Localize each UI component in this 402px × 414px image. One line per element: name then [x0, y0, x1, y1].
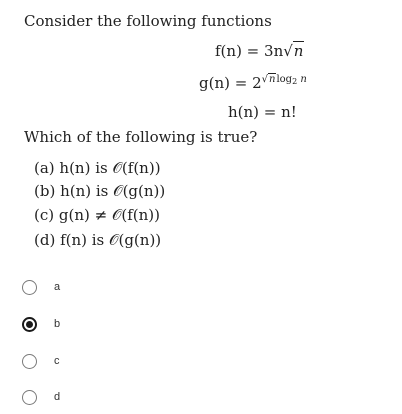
answer-option-b[interactable] [22, 313, 60, 335]
question-intro: Consider the following functions [24, 12, 272, 30]
formula-g-log: log [276, 74, 293, 85]
formula-g-log-arg: n [297, 74, 307, 85]
formula-f-lhs: f(n) = 3n [215, 42, 284, 60]
statement-c: (c) g(n) ≠ 𝒪(f(n)) [34, 206, 161, 224]
radio-button-b[interactable] [22, 317, 37, 332]
question-prompt: Which of the following is true? [24, 128, 258, 146]
answer-label-b[interactable]: b [54, 318, 61, 330]
radio-button-c[interactable] [22, 354, 37, 369]
formula-g-exponent [262, 74, 307, 85]
formula-f [215, 42, 402, 60]
answer-label-c[interactable]: c [54, 355, 60, 367]
sqrt-symbol: √n [261, 74, 276, 85]
formula-g-radicand: n [269, 74, 276, 85]
statement-b: (b) h(n) is 𝒪(g(n)) [34, 182, 166, 200]
answer-label-d[interactable]: d [54, 391, 61, 403]
radio-button-d[interactable] [22, 390, 37, 405]
formula-g-log-base: 2 [292, 77, 298, 86]
formula-f-radicand: n [293, 42, 304, 60]
answer-option-a[interactable] [22, 276, 60, 298]
statement-d: (d) f(n) is 𝒪(g(n)) [34, 231, 162, 249]
formula-h: h(n) = n! [228, 103, 297, 121]
sqrt-symbol: √n [283, 42, 304, 60]
radio-button-a[interactable] [22, 280, 37, 295]
answer-label-a[interactable]: a [54, 281, 61, 293]
answer-option-d[interactable] [22, 386, 60, 408]
formula-g [199, 74, 402, 92]
answer-option-c[interactable] [22, 350, 60, 372]
statement-a: (a) h(n) is 𝒪(f(n)) [34, 159, 161, 177]
formula-g-lhs: g(n) = 2 [199, 74, 262, 92]
